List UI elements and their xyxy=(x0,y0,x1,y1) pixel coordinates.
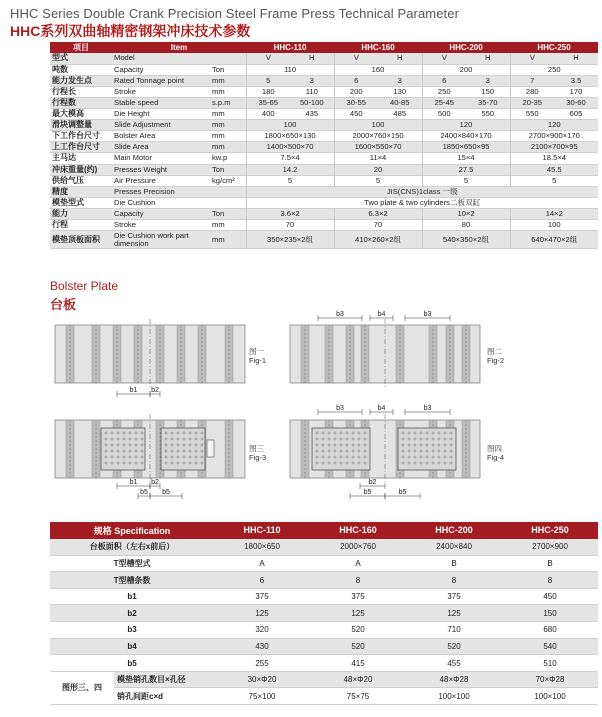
fig4-b5-right-dim-label: b5 xyxy=(398,489,407,496)
table-cell: 8 xyxy=(310,572,406,589)
table-cell: 6.3×2 xyxy=(334,208,422,219)
table-cell: 2000×760×150 xyxy=(334,131,422,142)
table-cell: 70 xyxy=(246,220,334,231)
row-unit: mm xyxy=(210,142,246,153)
row-label: b5 xyxy=(50,655,214,672)
table-cell: 35-65 xyxy=(246,97,290,108)
fig1-b2-dim-label: b2 xyxy=(151,387,159,394)
table-cell: 450 xyxy=(502,588,598,605)
row-label-cn: 能力发生点 xyxy=(50,75,112,86)
row-label: T型槽型式 xyxy=(50,555,214,572)
row-label-en: Die Height xyxy=(112,109,210,120)
table-row xyxy=(50,671,598,688)
bolster-spec-table xyxy=(50,522,598,705)
table-cell: 520 xyxy=(310,638,406,655)
row-label-en: Capacity xyxy=(112,64,210,75)
table-cell: 375 xyxy=(406,588,502,605)
header-cell: HHC-160 xyxy=(334,42,422,53)
table-cell: 200 xyxy=(422,64,510,75)
fig4-b5-dim-label: b5 xyxy=(363,489,372,496)
page-title-cn: HHC系列双曲轴精密钢架冲床技术参数 xyxy=(10,23,251,39)
table-cell: 3 xyxy=(378,75,422,86)
header-cell: HHC-110 xyxy=(214,522,310,539)
fig2-label-cn: 图二 xyxy=(487,347,502,356)
table-cell: 27.5 xyxy=(422,164,510,175)
table-cell: 520 xyxy=(406,638,502,655)
table-cell: 3 xyxy=(466,75,510,86)
table-row xyxy=(50,655,598,672)
table-cell: 3 xyxy=(290,75,334,86)
table-cell: 75×75 xyxy=(310,688,406,705)
row-label-cn: 主马达 xyxy=(50,153,112,164)
table-cell: 3.6×2 xyxy=(246,208,334,219)
table-cell: 255 xyxy=(214,655,310,672)
table-cell: 100 xyxy=(510,220,598,231)
fig3-label-en: Fig-3 xyxy=(249,453,267,462)
row-label: 模垫销孔数目×孔径 xyxy=(114,671,214,688)
table-cell: H xyxy=(378,53,422,64)
table-cell: 50-100 xyxy=(290,97,334,108)
fig3-dim-marker xyxy=(207,440,214,457)
table-cell: 415 xyxy=(310,655,406,672)
fig3-label xyxy=(249,444,266,462)
table-cell: V xyxy=(334,53,378,64)
table-cell: 30×Φ20 xyxy=(214,671,310,688)
table-cell: 250 xyxy=(422,86,466,97)
table-cell: 15×4 xyxy=(422,153,510,164)
row-label-en: Main Motor xyxy=(112,153,210,164)
table-cell: 520 xyxy=(310,622,406,639)
row-label: b2 xyxy=(50,605,214,622)
fig3-b5-dim-label: b5 xyxy=(162,489,170,496)
table-row xyxy=(50,539,598,556)
fig1-label-cn: 图一 xyxy=(249,347,264,356)
row-label-en: Die Cushion xyxy=(112,197,210,208)
table-cell: 1850×650×95 xyxy=(422,142,510,153)
table-cell: 180 xyxy=(246,86,290,97)
header-cell: 规格 Specification xyxy=(50,522,214,539)
table-cell: 5 xyxy=(422,175,510,186)
table-cell: 550 xyxy=(510,109,554,120)
fig1-b1-dim-label: b1 xyxy=(129,387,138,394)
table-row xyxy=(50,555,598,572)
row-label-en: Presses Weight xyxy=(112,164,210,175)
row-label-en: Stable speed xyxy=(112,97,210,108)
row-label-en: Air Pressure xyxy=(112,175,210,186)
bolster-title-cn: 台板 xyxy=(50,297,77,312)
fig2-label-en: Fig-2 xyxy=(487,356,505,365)
table-cell: Two plate & two cylinders二板双缸 xyxy=(246,197,598,208)
row-label: b4 xyxy=(50,638,214,655)
table-cell: 14×2 xyxy=(510,208,598,219)
fig4-label xyxy=(487,444,504,462)
table-cell: 320 xyxy=(214,622,310,639)
row-unit: Ton xyxy=(210,164,246,175)
row-label-cn: 冲床重量(约) xyxy=(50,164,112,175)
table-cell: 100 xyxy=(246,120,334,131)
table-cell: 485 xyxy=(378,109,422,120)
table-cell: 7 xyxy=(510,75,554,86)
table-cell: 125 xyxy=(310,605,406,622)
table-cell: 6 xyxy=(422,75,466,86)
group-label: 图形三、四 xyxy=(50,671,114,704)
spec-header-row xyxy=(50,522,598,539)
row-label-cn: 滑块调整量 xyxy=(50,120,112,131)
table-cell: 2400×840 xyxy=(406,539,502,556)
fig1-label-en: Fig-1 xyxy=(249,356,267,365)
row-unit: mm xyxy=(210,231,246,249)
table-cell: 375 xyxy=(214,588,310,605)
table-cell: V xyxy=(422,53,466,64)
table-cell: 410×260×2组 xyxy=(334,231,422,249)
row-label-cn: 模垫型式 xyxy=(50,197,112,208)
row-label: 台板面积（左右x前后） xyxy=(50,539,214,556)
fig4-b4-dim-label: b4 xyxy=(377,405,386,412)
table-cell: 605 xyxy=(554,109,598,120)
table-cell: 5 xyxy=(246,75,290,86)
table-cell: 30-55 xyxy=(334,97,378,108)
header-cell: HHC-200 xyxy=(406,522,502,539)
table-cell: V xyxy=(510,53,554,64)
table-cell: 14.2 xyxy=(246,164,334,175)
bolster-title-en: Bolster Plate xyxy=(50,279,119,293)
header-cell: HHC-110 xyxy=(246,42,334,53)
header-cell: HHC-160 xyxy=(310,522,406,539)
row-label-en: Die Cushion work part dimension xyxy=(112,231,210,249)
table-cell: 150 xyxy=(466,86,510,97)
table-cell: 2100×700×95 xyxy=(510,142,598,153)
table-cell: 540×350×2组 xyxy=(422,231,510,249)
fig3-label-cn: 图三 xyxy=(249,444,264,453)
table-cell: 2400×840×170 xyxy=(422,131,510,142)
table-cell: 70×Φ28 xyxy=(502,671,598,688)
header-cell: HHC-250 xyxy=(510,42,598,53)
table-cell: 18.5×4 xyxy=(510,153,598,164)
row-label-cn: 上工作台尺寸 xyxy=(50,142,112,153)
row-label-cn: 行程 xyxy=(50,220,112,231)
row-unit: Ton xyxy=(210,64,246,75)
table-cell: 350×235×2组 xyxy=(246,231,334,249)
row-label-cn: 行程长 xyxy=(50,86,112,97)
table-cell: 10×2 xyxy=(422,208,510,219)
table-cell: 1800×650×130 xyxy=(246,131,334,142)
table-cell: 550 xyxy=(466,109,510,120)
table-cell: 48×Φ20 xyxy=(310,671,406,688)
row-label-en: Stroke xyxy=(112,220,210,231)
table-cell: 540 xyxy=(502,638,598,655)
table-cell: 130 xyxy=(378,86,422,97)
fig1-label xyxy=(249,347,266,365)
table-cell: 8 xyxy=(502,572,598,589)
table-cell: 120 xyxy=(422,120,510,131)
header-cell: HHC-200 xyxy=(422,42,510,53)
row-unit: kw.p xyxy=(210,153,246,164)
table-row xyxy=(50,588,598,605)
row-unit: mm xyxy=(210,86,246,97)
row-label-en: Slide Adjustment xyxy=(112,120,210,131)
table-cell: 35-70 xyxy=(466,97,510,108)
row-label-cn: 行程数 xyxy=(50,97,112,108)
table-cell: 375 xyxy=(310,588,406,605)
header-cell: Item xyxy=(112,42,246,53)
fig2-b4-dim-label: b4 xyxy=(377,311,386,318)
table-cell: 100×100 xyxy=(502,688,598,705)
table-cell: 30-60 xyxy=(554,97,598,108)
row-label-cn: 下工作台尺寸 xyxy=(50,131,112,142)
row-label-cn: 型式 xyxy=(50,53,112,64)
table-cell: 160 xyxy=(334,64,422,75)
fig4-b3-dim-label: b3 xyxy=(336,405,344,412)
table-cell: 1600×550×70 xyxy=(334,142,422,153)
row-label: 销孔间距c×d xyxy=(114,688,214,705)
table-cell: 7.5×4 xyxy=(246,153,334,164)
table-cell: 640×470×2组 xyxy=(510,231,598,249)
fig2-label xyxy=(487,347,504,365)
table-cell: 25-45 xyxy=(422,97,466,108)
row-unit: mm xyxy=(210,75,246,86)
table-cell: 120 xyxy=(510,120,598,131)
table-cell: A xyxy=(310,555,406,572)
table-cell: 2700×900 xyxy=(502,539,598,556)
fig4-label-en: Fig-4 xyxy=(487,453,505,462)
table-cell: 48×Φ28 xyxy=(406,671,502,688)
row-label-en: Capacity xyxy=(112,208,210,219)
table-cell: A xyxy=(214,555,310,572)
row-label: T型槽条数 xyxy=(50,572,214,589)
table-cell: 280 xyxy=(510,86,554,97)
table-cell: V xyxy=(246,53,290,64)
table-cell: 150 xyxy=(502,605,598,622)
row-label-cn: 最大模高 xyxy=(50,109,112,120)
row-unit: mm xyxy=(210,220,246,231)
fig2-b3-dim-label: b3 xyxy=(336,311,344,318)
row-label-cn: 供给气压 xyxy=(50,175,112,186)
fig4-label-cn: 图四 xyxy=(487,444,502,453)
table-cell: 2700×900×170 xyxy=(510,131,598,142)
table-cell: 680 xyxy=(502,622,598,639)
row-label-en: Presses Precision xyxy=(112,186,210,197)
row-label-cn: 能力 xyxy=(50,208,112,219)
row-unit: mm xyxy=(210,109,246,120)
table-row xyxy=(50,688,598,705)
table-cell: 500 xyxy=(422,109,466,120)
row-unit: Ton xyxy=(210,208,246,219)
table-row xyxy=(50,638,598,655)
row-unit: s.p.m xyxy=(210,97,246,108)
table-cell: 8 xyxy=(406,572,502,589)
table-cell: 5 xyxy=(246,175,334,186)
table-cell: 510 xyxy=(502,655,598,672)
row-unit: kg/cm² xyxy=(210,175,246,186)
table-cell: 250 xyxy=(510,64,598,75)
page-title-en: HHC Series Double Crank Precision Steel Frame Press Technical Parameter xyxy=(10,6,460,21)
fig4-b2-dim-label: b2 xyxy=(368,479,377,486)
fig4-b3-right-dim-label: b3 xyxy=(423,405,432,412)
row-label-en: Stroke xyxy=(112,86,210,97)
table-cell: 430 xyxy=(214,638,310,655)
table-cell: 100 xyxy=(334,120,422,131)
table-row xyxy=(50,622,598,639)
table-cell: 450 xyxy=(334,109,378,120)
row-unit: mm xyxy=(210,120,246,131)
table-cell: 200 xyxy=(334,86,378,97)
row-label: b3 xyxy=(50,622,214,639)
table-cell: 11×4 xyxy=(334,153,422,164)
table-row xyxy=(50,605,598,622)
row-label-en: Slide Area xyxy=(112,142,210,153)
table-cell: H xyxy=(466,53,510,64)
table-cell: B xyxy=(406,555,502,572)
table-row xyxy=(50,572,598,589)
fig3-b5-left-dim-label: b5 xyxy=(140,489,148,496)
row-label: b1 xyxy=(50,588,214,605)
table-cell: 455 xyxy=(406,655,502,672)
table-cell: 20-35 xyxy=(510,97,554,108)
fig2-b3-right-dim-label: b3 xyxy=(423,311,432,318)
fig3-b1-dim-label: b1 xyxy=(129,479,138,486)
table-cell: 3.5 xyxy=(554,75,598,86)
header-cell: HHC-250 xyxy=(502,522,598,539)
table-cell: 100×100 xyxy=(406,688,502,705)
table-cell: 435 xyxy=(290,109,334,120)
row-label-cn: 吨数 xyxy=(50,64,112,75)
table-cell: 110 xyxy=(246,64,334,75)
table-cell: 1400×500×70 xyxy=(246,142,334,153)
table-cell: 125 xyxy=(406,605,502,622)
row-label-cn: 模垫顶板面积 xyxy=(50,231,112,249)
header-cell: 项目 xyxy=(50,42,112,53)
table-cell: 40-85 xyxy=(378,97,422,108)
fig3-b2-dim-label: b2 xyxy=(151,479,159,486)
table-cell: 20 xyxy=(334,164,422,175)
table-cell: B xyxy=(502,555,598,572)
table-cell: 80 xyxy=(422,220,510,231)
table-cell: 70 xyxy=(334,220,422,231)
table-cell: 5 xyxy=(510,175,598,186)
row-unit: mm xyxy=(210,131,246,142)
table-cell: JIS(CNS)1class 一级 xyxy=(246,186,598,197)
table-cell: 125 xyxy=(214,605,310,622)
table-cell: 45.5 xyxy=(510,164,598,175)
table-cell: H xyxy=(554,53,598,64)
table-cell: 6 xyxy=(214,572,310,589)
table-cell: 6 xyxy=(334,75,378,86)
table-cell: 5 xyxy=(334,175,422,186)
table-cell: 400 xyxy=(246,109,290,120)
table-cell: 75×100 xyxy=(214,688,310,705)
row-label-en: Rated Tonnage point xyxy=(112,75,210,86)
table-cell: 2000×760 xyxy=(310,539,406,556)
row-label-en: Model xyxy=(112,53,210,64)
table-cell: 1800×650 xyxy=(214,539,310,556)
table-cell: 110 xyxy=(290,86,334,97)
table-cell: H xyxy=(290,53,334,64)
row-label-en: Bolster Area xyxy=(112,131,210,142)
table-cell: 170 xyxy=(554,86,598,97)
table-cell: 710 xyxy=(406,622,502,639)
row-label-cn: 精度 xyxy=(50,186,112,197)
